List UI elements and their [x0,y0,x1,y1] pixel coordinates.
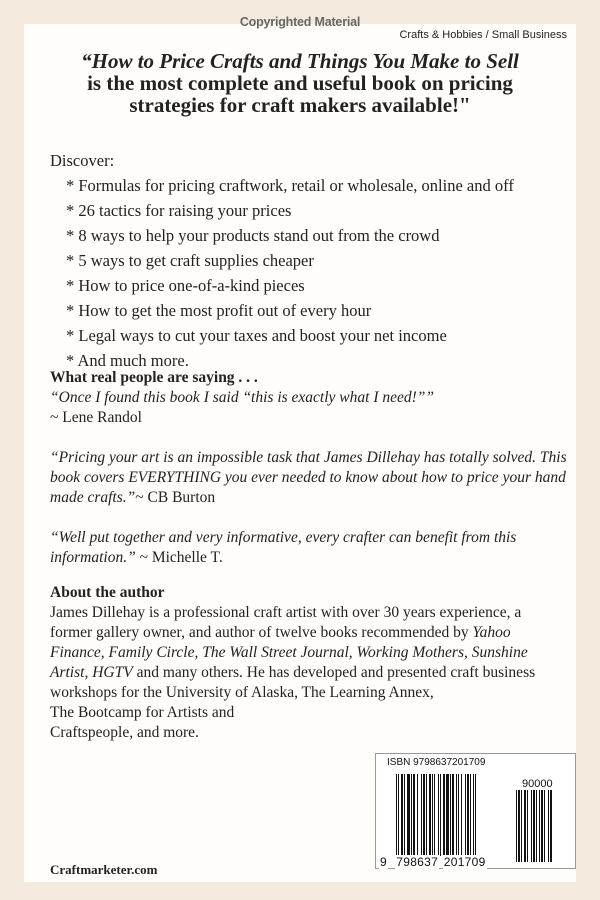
barcode-digits-right: 201709 [443,855,486,869]
discover-list [66,173,586,373]
testimonial-author: ~ Lene Randol [50,409,142,426]
list-item: * 26 tactics for raising your prices [66,201,292,220]
testimonial-quote: “Once I found this book I said “this is exactly what I need!”” [50,389,435,406]
isbn-barcode [375,753,576,869]
list-item: * How to get the most profit out of every hour [66,301,372,320]
bio-line-b: Craftspeople, and more. [50,724,199,741]
testimonial-quote: “Pricing your art is an impossible task that James Dillehay has totally solved. This book covers EVERYTHING you ever needed to know about how to price your hand made crafts.” [50,449,567,506]
barcode-digit-first: 9 [380,855,387,869]
isbn-label: ISBN 9798637201709 [387,757,486,768]
barcode-digits-left: 798637 [396,855,439,869]
barcode-bars [396,774,504,856]
about-author-section [50,583,560,743]
headline [24,50,576,116]
testimonial-quote: “Well put together and very informative, every crafter can benefit from this information.” [50,529,517,566]
about-bio-text [50,603,560,743]
price-addon-label: 90000 [522,778,553,790]
list-item: * 5 ways to get craft supplies cheaper [66,251,314,270]
testimonial [50,448,570,508]
about-heading: About the author [50,584,165,601]
bio-text-start: James Dillehay is a professional craft artist with over 30 years experience, a former gallery owner, and author of twelve books recommended by [50,604,522,641]
list-item: * Legal ways to cut your taxes and boost your net income [66,326,447,345]
list-item: * How to price one-of-a-kind pieces [66,276,305,295]
testimonial-author: ~ Michelle T. [139,549,223,566]
barcode-digits [379,855,487,869]
testimonials-section [50,368,570,588]
copyright-watermark: Copyrighted Material [239,15,361,29]
category-label: Crafts & Hobbies / Small Business [399,29,567,41]
barcode-addon-bars [516,790,570,862]
list-item: * Formulas for pricing craftwork, retail or wholesale, online and off [66,176,514,195]
headline-line-3: strategies for craft makers available!" [129,93,471,117]
website-link: Craftmarketer.com [50,862,158,877]
testimonial [50,388,570,428]
bio-text-end: and many others. He has developed and presented craft business workshops for the University of Alaska, The Learning Annex, [50,664,536,701]
testimonial [50,528,570,568]
testimonial-author: ~ CB Burton [135,489,216,506]
list-item: * 8 ways to help your products stand out from the crowd [66,226,440,245]
bio-publications: Yahoo Finance, Family Circle, The Wall Street Journal, Working Mothers, Sunshine Artist, HGTV [50,624,528,681]
list-item: * And much more. [66,351,189,370]
discover-label: Discover: [50,151,115,170]
headline-title: “How to Price Crafts and Things You Make to Sell [81,49,519,73]
testimonials-heading: What real people are saying . . . [50,369,258,386]
headline-line-2: is the most complete and useful book on pricing [87,71,513,95]
bio-line-a: The Bootcamp for Artists and [50,704,235,721]
